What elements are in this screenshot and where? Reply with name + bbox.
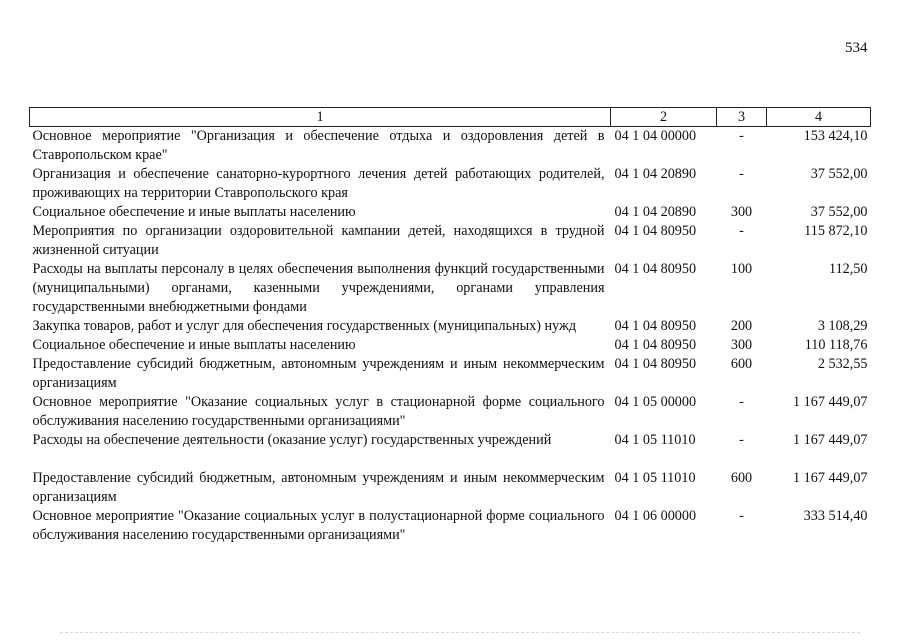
row-amount: 110 118,76 bbox=[804, 337, 868, 353]
row-name: Мероприятия по организации оздоровительной кампании детей, находящихся в трудной жизненной ситуации bbox=[32, 223, 605, 258]
row-code: 04 1 04 80950 bbox=[614, 223, 697, 239]
row-name: Предоставление субсидий бюджетным, автономным учреждениям и иным некоммерческим организациям bbox=[32, 470, 605, 505]
row-code: 04 1 04 80950 bbox=[614, 261, 697, 277]
column-header-expense-type: 3 bbox=[717, 108, 767, 127]
row-expense-type: - bbox=[739, 166, 744, 182]
row-code: 04 1 04 20890 bbox=[614, 204, 697, 220]
row-code: 04 1 04 80950 bbox=[614, 337, 697, 353]
row-amount: 3 108,29 bbox=[817, 318, 868, 334]
row-amount: 1 167 449,07 bbox=[793, 432, 868, 448]
row-amount: 37 552,00 bbox=[810, 166, 868, 182]
row-amount: 37 552,00 bbox=[810, 204, 868, 220]
row-expense-type: 200 bbox=[730, 318, 753, 334]
row-name: Основное мероприятие "Организация и обеспечение отдыха и оздоровления детей в Ставропольском крае" bbox=[32, 128, 605, 163]
row-expense-type: 600 bbox=[730, 356, 753, 372]
column-header-name: 1 bbox=[30, 108, 611, 127]
table-row bbox=[30, 431, 871, 469]
table-row bbox=[30, 165, 871, 203]
table-header bbox=[30, 108, 871, 127]
table-body bbox=[30, 127, 871, 546]
row-amount: 333 514,40 bbox=[803, 508, 868, 524]
table-row bbox=[30, 355, 871, 393]
row-name: Расходы на обеспечение деятельности (оказание услуг) государственных учреждений bbox=[32, 432, 552, 448]
row-expense-type: - bbox=[739, 223, 744, 239]
row-code: 04 1 04 80950 bbox=[614, 356, 697, 372]
table-row bbox=[30, 507, 871, 545]
table-row bbox=[30, 222, 871, 260]
row-amount: 153 424,10 bbox=[803, 128, 868, 144]
row-amount: 112,50 bbox=[829, 261, 868, 277]
row-name: Основное мероприятие "Оказание социальных услуг в стационарной форме социального обслуживания населению государственными организациями" bbox=[32, 394, 605, 429]
page-number: 534 bbox=[845, 40, 868, 56]
table-row bbox=[30, 203, 871, 222]
row-name: Расходы на выплаты персоналу в целях обеспечения выполнения функций государственными (муниципальными) органами, казенными учреждениями, органами управления государственными внебюджетными фондами bbox=[32, 261, 605, 315]
row-name: Социальное обеспечение и иные выплаты населению bbox=[32, 337, 356, 353]
row-code: 04 1 05 11010 bbox=[614, 432, 696, 448]
row-expense-type: - bbox=[739, 394, 744, 410]
row-expense-type: 600 bbox=[730, 470, 753, 486]
row-amount: 1 167 449,07 bbox=[793, 394, 868, 410]
table-row bbox=[30, 127, 871, 166]
row-amount: 115 872,10 bbox=[804, 223, 868, 239]
row-expense-type: - bbox=[739, 508, 744, 524]
row-expense-type: - bbox=[739, 432, 744, 448]
row-name: Организация и обеспечение санаторно-курортного лечения детей работающих родителей, проживающих на территории Ставропольского края bbox=[32, 166, 605, 201]
column-header-code: 2 bbox=[611, 108, 717, 127]
table-row bbox=[30, 469, 871, 507]
table-row bbox=[30, 260, 871, 317]
row-expense-type: 100 bbox=[730, 261, 753, 277]
row-name: Основное мероприятие "Оказание социальных услуг в полустационарной форме социального обслуживания населению государственными организациями" bbox=[32, 508, 605, 543]
budget-table bbox=[29, 107, 871, 545]
row-amount: 1 167 449,07 bbox=[793, 470, 868, 486]
table-row bbox=[30, 336, 871, 355]
row-code: 04 1 05 11010 bbox=[614, 470, 696, 486]
row-name: Социальное обеспечение и иные выплаты населению bbox=[32, 204, 356, 220]
table-row bbox=[30, 393, 871, 431]
row-code: 04 1 04 00000 bbox=[614, 128, 697, 144]
row-code: 04 1 05 00000 bbox=[614, 394, 697, 410]
row-name: Закупка товаров, работ и услуг для обеспечения государственных (муниципальных) нужд bbox=[32, 318, 577, 334]
row-expense-type: - bbox=[739, 128, 744, 144]
row-expense-type: 300 bbox=[730, 204, 753, 220]
row-code: 04 1 04 20890 bbox=[614, 166, 697, 182]
scan-artifact-line bbox=[60, 632, 860, 633]
row-name: Предоставление субсидий бюджетным, автономным учреждениям и иным некоммерческим организациям bbox=[32, 356, 605, 391]
row-code: 04 1 06 00000 bbox=[614, 508, 697, 524]
row-code: 04 1 04 80950 bbox=[614, 318, 697, 334]
row-amount: 2 532,55 bbox=[817, 356, 868, 372]
row-expense-type: 300 bbox=[730, 337, 753, 353]
table-row bbox=[30, 317, 871, 336]
column-header-amount: 4 bbox=[767, 108, 871, 127]
